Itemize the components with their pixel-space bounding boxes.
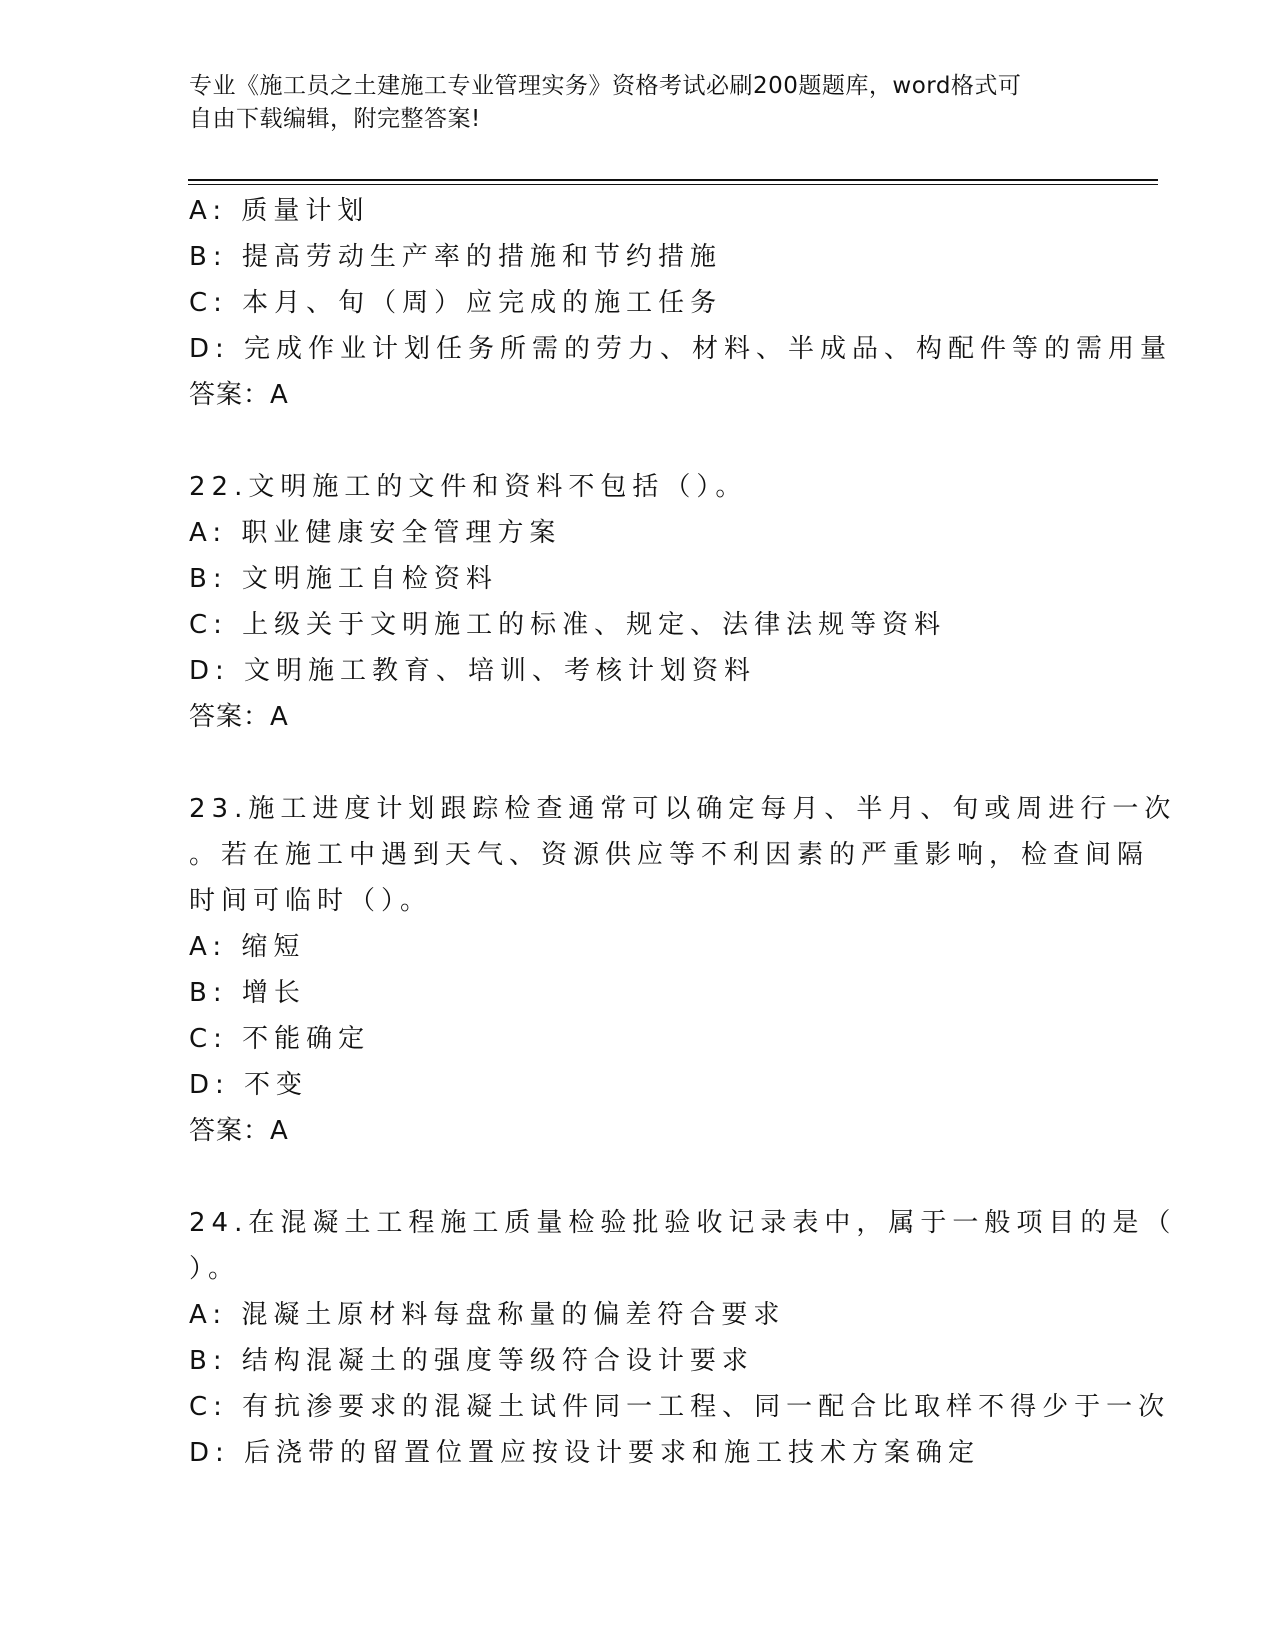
question-24-block [189,1200,1177,1476]
q24-option-b: B: 结构混凝土的强度等级符合设计要求 [189,1346,754,1376]
spacer [189,418,1079,464]
q22-option-b: B: 文明施工自检资料 [189,564,498,594]
header-line-2: 自由下载编辑，附完整答案! [189,106,481,132]
q22-question: 22.文明施工的文件和资料不包括（）。 [189,472,748,502]
header-divider-thin [188,184,1158,185]
question-22-block [189,464,1079,740]
header-divider-thick [188,179,1158,181]
q23-option-a: A: 缩短 [189,932,306,962]
q21-option-b: B: 提高劳动生产率的措施和节约措施 [189,242,722,272]
q23-answer: 答案：A [189,1116,289,1146]
q21-answer: 答案：A [189,380,289,410]
spacer [189,1154,1079,1200]
q24-option-d: D: 后浇带的留置位置应按设计要求和施工技术方案确定 [189,1438,981,1468]
q21-option-c: C: 本月、旬（周）应完成的施工任务 [189,288,723,318]
q24-question-line-1: 24.在混凝土工程施工质量检验批验收记录表中，属于一般项目的是（ [189,1208,1177,1238]
q24-option-a: A: 混凝土原材料每盘称量的偏差符合要求 [189,1300,786,1330]
q23-question-line-2: 。若在施工中遇到天气、资源供应等不利因素的严重影响，检查间隔 [189,840,1150,870]
q23-option-d: D: 不变 [189,1070,309,1100]
page-header [189,70,1069,136]
q21-option-a: A: 质量计划 [189,196,370,226]
header-line-1: 专业《施工员之土建施工专业管理实务》资格考试必刷200题题库，word格式可 [189,73,1022,99]
q23-option-b: B: 增长 [189,978,306,1008]
q23-question-line-3: 时间可临时（）。 [189,886,433,916]
q22-answer: 答案：A [189,702,289,732]
q24-question-line-2: ）。 [189,1254,241,1284]
q23-question-line-1: 23.施工进度计划跟踪检查通常可以确定每月、半月、旬或周进行一次 [189,794,1177,824]
q22-option-a: A: 职业健康安全管理方案 [189,518,562,548]
question-23-block [189,786,1177,1154]
q24-option-c: C: 有抗渗要求的混凝土试件同一工程、同一配合比取样不得少于一次 [189,1392,1171,1422]
q22-option-d: D: 文明施工教育、培训、考核计划资料 [189,656,757,686]
question-21-block [189,188,1173,418]
q22-option-c: C: 上级关于文明施工的标准、规定、法律法规等资料 [189,610,947,640]
question-list [189,188,1177,1476]
q21-option-d: D: 完成作业计划任务所需的劳力、材料、半成品、构配件等的需用量 [189,334,1173,364]
spacer [189,740,1079,786]
q23-option-c: C: 不能确定 [189,1024,371,1054]
